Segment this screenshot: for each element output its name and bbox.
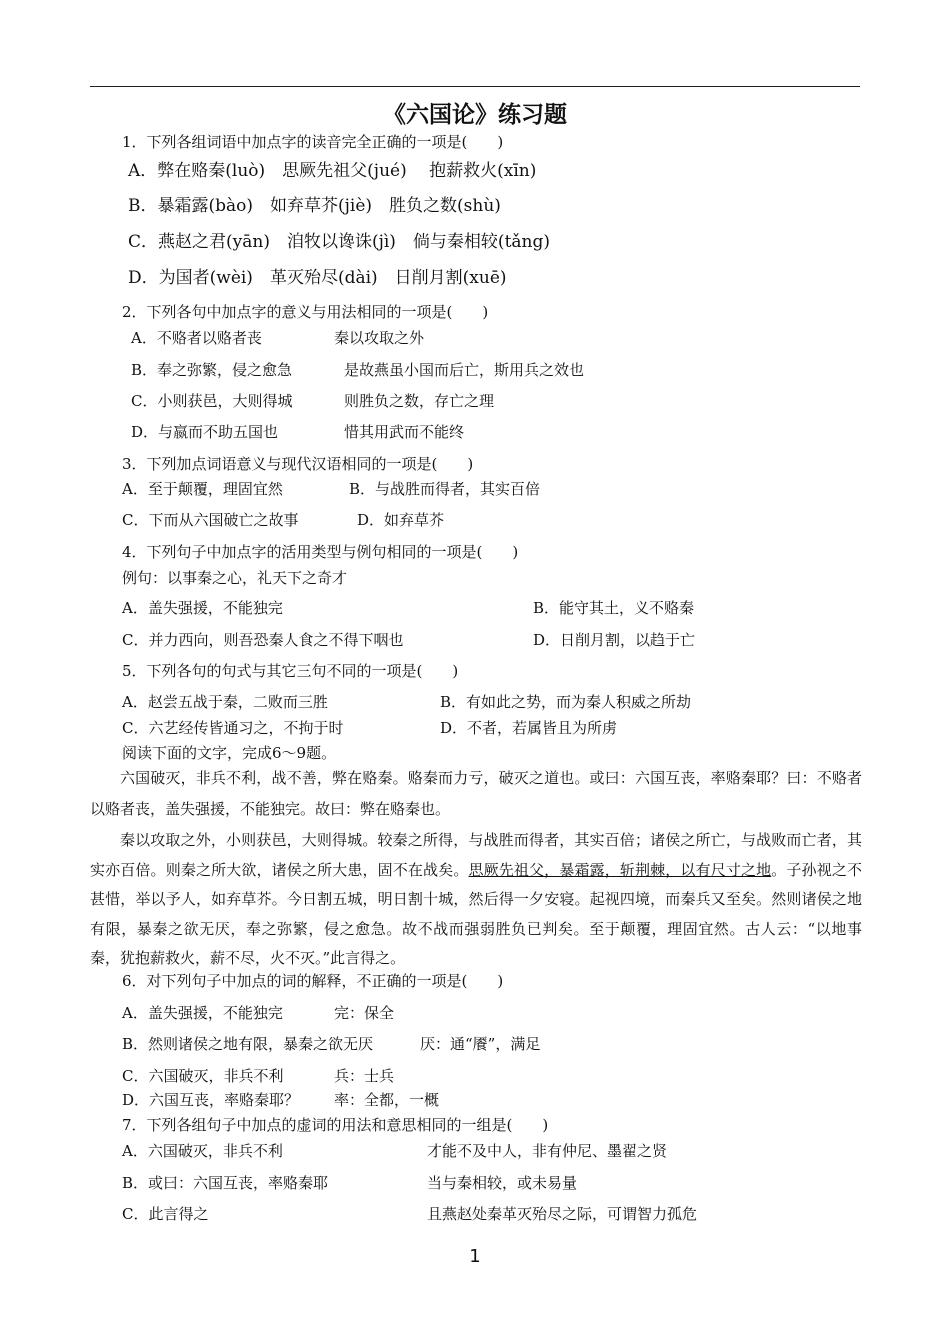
q2-option-d-right: 惜其用武而不能终 <box>344 423 465 441</box>
q6-option-c-right: 兵：士兵 <box>334 1067 395 1085</box>
q1-stem: 1．下列各组词语中加点字的读音完全正确的一项是( ) <box>122 133 504 151</box>
q1-option-d: D．为国者(wèi) 革灭殆尽(dài) 日削月割(xuē) <box>128 268 507 288</box>
q7-option-a-right: 才能不及中人，非有仲尼、墨翟之贤 <box>427 1142 668 1160</box>
q3-option-c: C．下而从六国破亡之故事 <box>122 511 299 529</box>
q2-stem: 2．下列各句中加点字的意义与用法相同的一项是( ) <box>122 303 489 321</box>
reading-intro: 阅读下面的文字，完成6～9题。 <box>122 744 337 762</box>
header-rule <box>90 86 860 87</box>
q5-option-c: C．六艺经传皆通习之，不拘于时 <box>122 719 344 737</box>
q6-option-b-right: 厌：通“餍”，满足 <box>420 1035 541 1053</box>
q5-option-d: D．不者，若属皆且为所虏 <box>440 719 618 737</box>
q3-option-d: D．如弃草芥 <box>357 511 445 529</box>
q2-option-c-left: C．小则获邑，大则得城 <box>131 392 293 410</box>
q4-option-d: D．日削月割，以趋于亡 <box>533 631 696 649</box>
q6-option-d-right: 率：全都，一概 <box>334 1091 440 1109</box>
q6-stem: 6．对下列句子中加点的词的解释，不正确的一项是( ) <box>122 972 504 990</box>
q1-option-a: A．弊在赂秦(luò) 思厥先祖父(jué) 抱薪救火(xīn) <box>128 161 537 181</box>
q5-option-b: B．有如此之势，而为秦人积威之所劫 <box>440 693 692 711</box>
q4-option-c: C．并力西向，则吾恐秦人食之不得下咽也 <box>122 631 404 649</box>
q6-option-b-left: B．然则诸侯之地有限，暴秦之欲无厌 <box>122 1035 374 1053</box>
q6-option-a-left: A．盖失强援，不能独完 <box>122 1004 283 1022</box>
q4-option-a: A．盖失强援，不能独完 <box>122 599 283 617</box>
reading-paragraph-1: 六国破灭，非兵不利，战不善，弊在赂秦。赂秦而力亏，破灭之道也。或曰：六国互丧，率赂秦耶？曰：不赂者以赂者丧，盖失强援，不能独完。故曰：弊在赂秦也。 <box>90 769 862 818</box>
q3-option-b: B．与战胜而得者，其实百倍 <box>349 480 541 498</box>
q7-option-a-left: A．六国破灭，非兵不利 <box>122 1142 283 1160</box>
q3-option-a: A．至于颠覆，理固宜然 <box>122 480 283 498</box>
q1-option-b: B．暴霜露(bào) 如弃草芥(jiè) 胜负之数(shù) <box>128 196 501 216</box>
q4-stem: 4．下列句子中加点字的活用类型与例句相同的一项是( ) <box>122 543 519 561</box>
q1-option-c: C．燕赵之君(yān) 洎牧以谗诛(jì) 倘与秦相较(tǎng) <box>128 232 550 252</box>
q4-example: 例句：以事秦之心，礼天下之奇才 <box>122 569 348 587</box>
q2-option-a-left: A．不赂者以赂者丧 <box>131 329 262 347</box>
paragraph-2-text-b: 。子孙视之不甚惜，举以予人，如弃草芥。今日割五城，明日割十城，然后得一夕安寝。起视四境，而秦兵又至矣。然则诸侯之地有限，暴秦之欲无厌，奉之弥繁，侵之愈急。故不战而强弱胜负已判矣。至于颠覆，理固宜然。古人云：“以地事秦，犹抱薪救火，薪不尽，火不灭。”此言得之。 <box>90 860 862 967</box>
page-title: 《六国论》练习题 <box>383 102 567 128</box>
q3-stem: 3．下列加点词语意义与现代汉语相同的一项是( ) <box>122 455 474 473</box>
q7-option-b-right: 当与秦相较，或未易量 <box>427 1174 578 1192</box>
q2-option-a-right: 秦以攻取之外 <box>334 329 425 347</box>
q2-option-c-right: 则胜负之数，存亡之理 <box>344 392 495 410</box>
q7-option-c-right: 且燕赵处秦革灭殆尽之际，可谓智力孤危 <box>427 1205 698 1223</box>
q2-option-d-left: D．与嬴而不助五国也 <box>131 423 279 441</box>
q6-option-a-right: 完：保全 <box>334 1004 395 1022</box>
q5-option-a: A．赵尝五战于秦，二败而三胜 <box>122 693 328 711</box>
q4-option-b: B．能守其土，义不赂秦 <box>533 599 695 617</box>
q2-option-b-right: 是故燕虽小国而后亡，斯用兵之效也 <box>344 361 585 379</box>
q6-option-d-left: D．六国互丧，率赂秦耶？ <box>122 1091 300 1109</box>
q7-stem: 7．下列各组句子中加点的虚词的用法和意思相同的一组是( ) <box>122 1116 549 1134</box>
q6-option-c-left: C．六国破灭，非兵不利 <box>122 1067 284 1085</box>
q7-option-c-left: C．此言得之 <box>122 1205 209 1223</box>
page-number: 1 <box>469 1246 481 1267</box>
reading-paragraph-2 <box>90 826 862 974</box>
q7-option-b-left: B．或曰：六国互丧，率赂秦耶 <box>122 1174 329 1192</box>
paragraph-2-underlined: 思厥先祖父，暴霜露，斩荆棘，以有尺寸之地 <box>468 860 772 879</box>
paragraph-2-text-a: 秦以攻取之外，小则获邑，大则得城。较秦之所得，与战胜而得者，其实百倍；诸侯之所亡，与战败而亡者，其实亦百倍。则秦之所大欲，诸侯之所大患，固不在战矣。 <box>90 831 862 879</box>
q2-option-b-left: B．奉之弥繁，侵之愈急 <box>131 361 293 379</box>
q5-stem: 5．下列各句的句式与其它三句不同的一项是( ) <box>122 662 459 680</box>
